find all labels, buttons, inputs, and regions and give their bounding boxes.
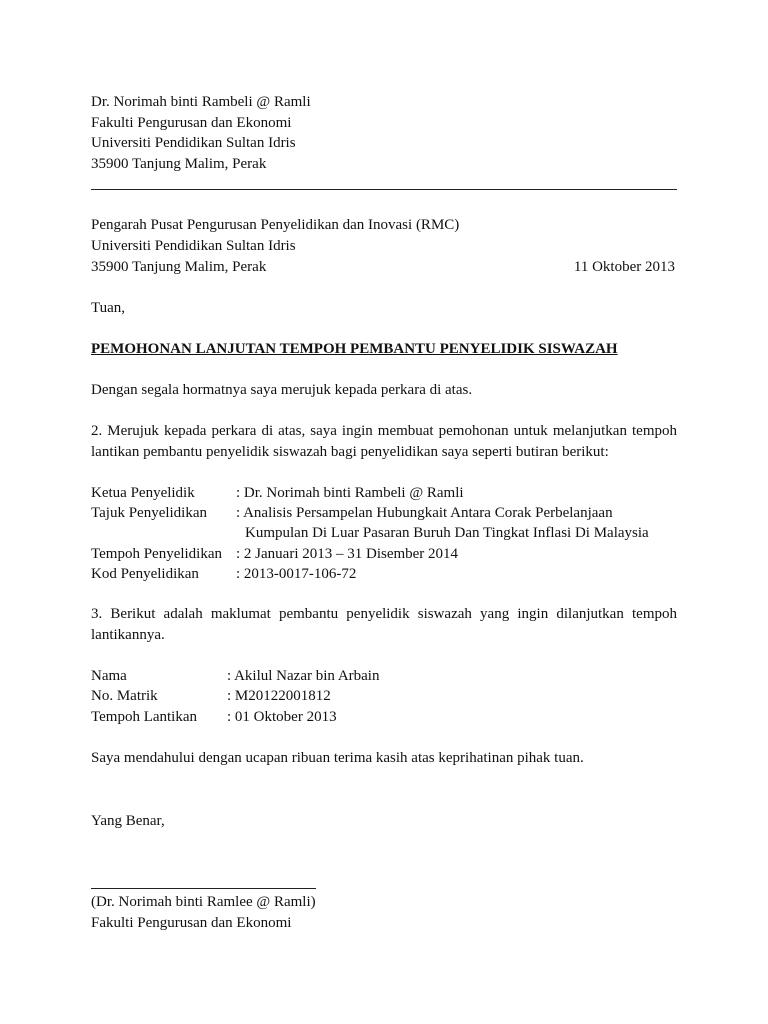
- closing-thanks: Saya mendahului dengan ucapan ribuan terima kasih atas keprihatinan pihak tuan.: [91, 750, 584, 766]
- research-title-label: Tajuk Penyelidikan: [91, 505, 208, 521]
- assistant-name-value: : Akilul Nazar bin Arbain: [227, 668, 380, 684]
- header-divider: [91, 189, 677, 190]
- assistant-matric-value: : M20122001812: [227, 688, 331, 704]
- research-code-label: Kod Penyelidikan: [91, 566, 199, 582]
- assistant-name-row: [91, 666, 677, 686]
- assistant-appointment-row: [91, 707, 677, 727]
- research-leader-value: : Dr. Norimah binti Rambeli @ Ramli: [236, 485, 464, 501]
- sender-name: Dr. Norimah binti Rambeli @ Ramli: [91, 94, 311, 110]
- paragraph-2: 2. Merujuk kepada perkara di atas, saya ingin membuat pemohonan untuk melanjutkan tempoh lantikan pembantu penyelidik siswazah bagi penyelidikan saya seperti butiran berikut:: [91, 423, 677, 460]
- assistant-matric-row: [91, 686, 677, 706]
- research-period-value: : 2 Januari 2013 – 31 Disember 2014: [236, 546, 459, 562]
- research-leader-label: Ketua Penyelidik: [91, 485, 195, 501]
- research-leader-row: [91, 483, 677, 503]
- research-period-row: [91, 544, 677, 564]
- assistant-matric-label: No. Matrik: [91, 688, 158, 704]
- signature-line: [91, 888, 316, 889]
- assistant-appointment-value: : 01 Oktober 2013: [227, 709, 337, 725]
- letter-date: 11 Oktober 2013: [573, 259, 675, 275]
- recipient-title: Pengarah Pusat Pengurusan Penyelidikan dan Inovasi (RMC): [91, 217, 460, 233]
- research-code-value: : 2013-0017-106-72: [236, 566, 357, 582]
- assistant-appointment-label: Tempoh Lantikan: [91, 709, 198, 725]
- research-title-value-line-1: : Analisis Persampelan Hubungkait Antara Corak Perbelanjaan: [236, 505, 613, 521]
- sign-off: Yang Benar,: [91, 813, 165, 829]
- research-title-row: [91, 503, 677, 543]
- assistant-name-label: Nama: [91, 668, 127, 684]
- opening-paragraph: Dengan segala hormatnya saya merujuk kepada perkara di atas.: [91, 382, 473, 398]
- research-period-label: Tempoh Penyelidikan: [91, 546, 223, 562]
- sender-address: 35900 Tanjung Malim, Perak: [91, 156, 267, 172]
- signatory-faculty: Fakulti Pengurusan dan Ekonomi: [91, 915, 292, 931]
- signatory-name: (Dr. Norimah binti Ramlee @ Ramli): [91, 894, 316, 910]
- paragraph-3: 3. Berikut adalah maklumat pembantu penyelidik siswazah yang ingin dilanjutkan tempoh lantikannya.: [91, 606, 677, 643]
- sender-faculty: Fakulti Pengurusan dan Ekonomi: [91, 115, 292, 131]
- salutation: Tuan,: [91, 300, 126, 316]
- sender-university: Universiti Pendidikan Sultan Idris: [91, 135, 296, 151]
- research-title-value-line-2: Kumpulan Di Luar Pasaran Buruh Dan Tingkat Inflasi Di Malaysia: [245, 525, 649, 541]
- recipient-university: Universiti Pendidikan Sultan Idris: [91, 238, 296, 254]
- research-code-row: [91, 564, 677, 584]
- letter-subject: PEMOHONAN LANJUTAN TEMPOH PEMBANTU PENYELIDIK SISWAZAH: [91, 341, 618, 357]
- recipient-address: 35900 Tanjung Malim, Perak: [91, 259, 267, 275]
